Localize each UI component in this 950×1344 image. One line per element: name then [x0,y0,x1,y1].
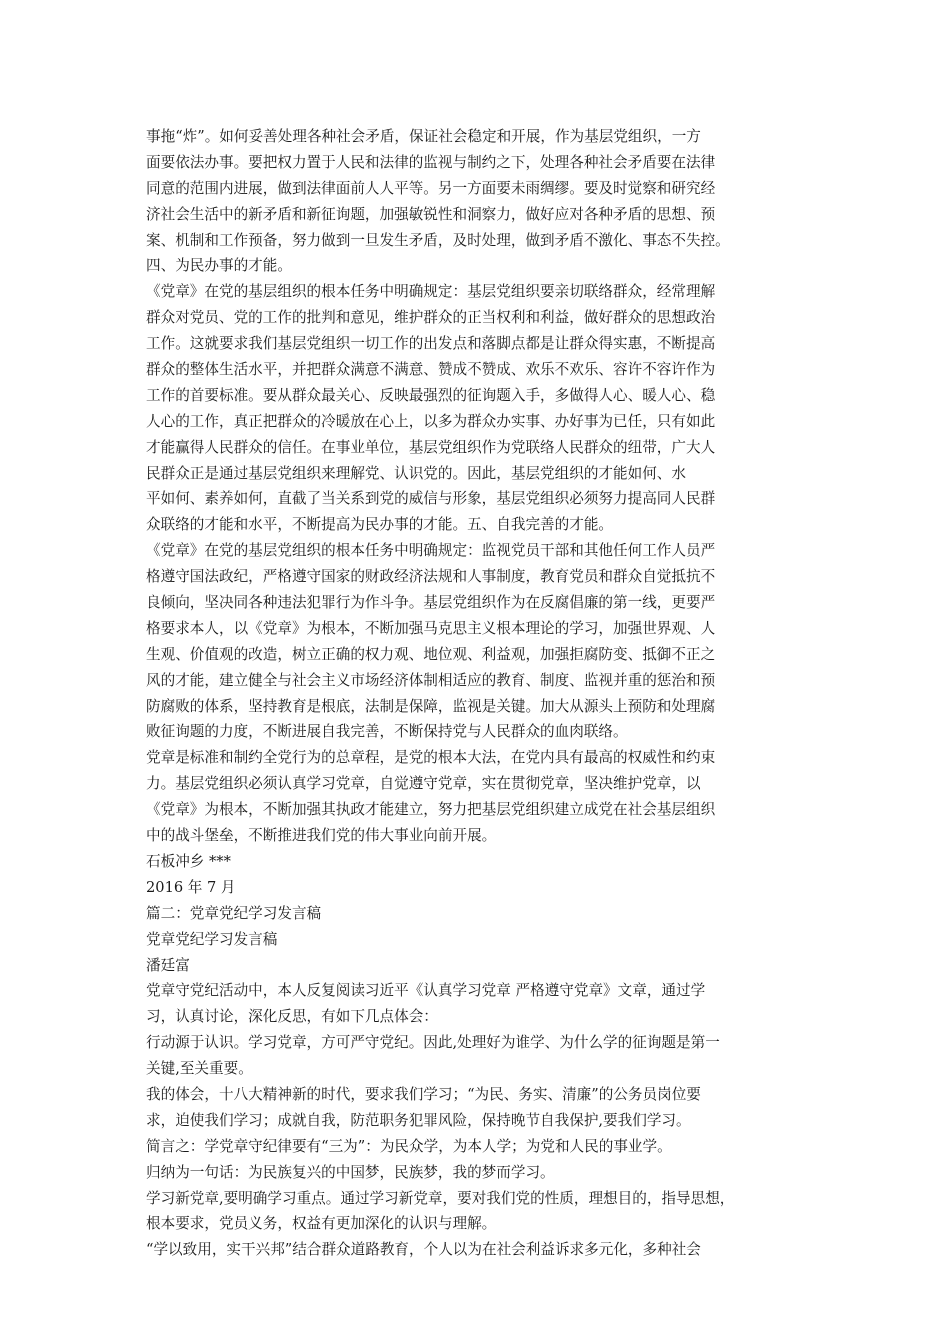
text-line: 格遵守国法政纪，严格遵守国家的财政经济法规和人事制度，教育党员和群众自觉抵抗不 [146,568,716,586]
text-line: 群众的整体生活水平，并把群众满意不满意、赞成不赞成、欢乐不欢乐、容许不容许作为 [146,361,716,379]
text-line: 石板冲乡 *** [146,852,231,870]
text-line: 同意的范围内进展，做到法律面前人人平等。另一方面要未雨绸缪。要及时觉察和研究经 [146,179,716,197]
text-line: 风的才能，建立健全与社会主义市场经济体制相适应的教育、制度、监视并重的惩治和预 [146,671,716,689]
text-line: 败征询题的力度，不断进展自我完善，不断保持党与人民群众的血肉联络。 [146,723,628,741]
text-line: 群众对党员、党的工作的批判和意见，维护群众的正当权利和利益，做好群众的思想政治 [146,309,716,327]
text-line: 济社会生活中的新矛盾和新征询题，加强敏锐性和洞察力，做好应对各种矛盾的思想、预 [146,205,716,223]
text-line: 简言之：学党章守纪律要有“三为”：为民众学，为本人学；为党和人民的事业学。 [146,1137,672,1155]
text-line: 事拖“炸”。如何妥善处理各种社会矛盾，保证社会稳定和开展，作为基层党组织，一方 [146,128,701,145]
text-line: 篇二：党章党纪学习发言稿 [146,904,322,922]
text-line: 众联络的才能和水平，不断提高为民办事的才能。五、自我完善的才能。 [146,516,614,534]
text-line: 党章守党纪活动中，本人反复阅读习近平《认真学习党章 严格遵守党章》文章，通过学 [146,982,706,1000]
text-line: 《党章》在党的基层组织的根本任务中明确规定：基层党组织要亲切联络群众，经常理解 [146,283,716,301]
text-line: “学以致用，实干兴邦”结合群众道路教育，个人以为在社会利益诉求多元化，多种社会 [146,1241,701,1259]
text-line: 习，认真讨论，深化反思，有如下几点体会： [146,1008,438,1026]
text-line: 行动源于认识。学习党章，方可严守党纪。因此,处理好为谁学、为什么学的征询题是第一 [146,1034,720,1052]
text-line: 人心的工作，真正把群众的冷暖放在心上，以多为群众办实事、办好事为已任，只有如此 [146,412,716,430]
text-line: 我的体会，十八大精神新的时代，要求我们学习；“为民、务实、清廉”的公务员岗位要 [146,1085,701,1103]
text-line: 力。基层党组织必须认真学习党章，自觉遵守党章，实在贯彻党章，坚决维护党章，以 [146,775,701,793]
text-line: 生观、价值观的改造，树立正确的权力观、地位观、利益观，加强拒腐防变、抵御不正之 [146,645,716,663]
text-line: 求，迫使我们学习；成就自我，防范职务犯罪风险，保持晚节自我保护,要我们学习。 [146,1111,691,1129]
text-line: 关键,至关重要。 [146,1060,253,1078]
text-line: 工作的首要标准。要从群众最关心、反映最强烈的征询题入手，多做得人心、暖人心、稳 [146,386,716,404]
text-line: 潘廷富 [146,956,190,974]
text-line: 案、机制和工作预备，努力做到一旦发生矛盾，及时处理，做到矛盾不激化、事态不失控。 [146,231,730,249]
document-body [146,124,810,1263]
text-line: 四、为民办事的才能。 [146,257,292,275]
text-line: 良倾向，坚决同各种违法犯罪行为作斗争。基层党组织作为在反腐倡廉的第一线，更要严 [146,594,716,612]
text-line: 党章党纪学习发言稿 [146,930,278,948]
text-line: 平如何、素养如何，直截了当关系到党的威信与形象，基层党组织必须努力提高同人民群 [146,490,716,508]
text-line: 工作。这就要求我们基层党组织一切工作的出发点和落脚点都是让群众得实惠，不断提高 [146,335,716,353]
text-line: 《党章》在党的基层党组织的根本任务中明确规定：监视党员干部和其他任何工作人员严 [146,542,716,560]
text-line: 面要依法办事。要把权力置于人民和法律的监视与制约之下，处理各种社会矛盾要在法律 [146,153,716,171]
text-line: 根本要求，党员义务，权益有更加深化的认识与理解。 [146,1215,497,1233]
text-line: 学习新党章,要明确学习重点。通过学习新党章，要对我们党的性质，理想目的，指导思想， [146,1189,735,1207]
text-line: 格要求本人，以《党章》为根本，不断加强马克思主义根本理论的学习，加强世界观、人 [146,619,716,637]
text-line: 民群众正是通过基层党组织来理解党、认识党的。因此，基层党组织的才能如何、水 [146,464,686,482]
text-line: 归纳为一句话：为民族复兴的中国梦，民族梦，我的梦而学习。 [146,1163,555,1181]
text-line: 中的战斗堡垒，不断推进我们党的伟大事业向前开展。 [146,827,497,845]
text-line: 《党章》为根本，不断加强其执政才能建立，努力把基层党组织建立成党在社会基层组织 [146,801,716,819]
text-line: 2016 年 7 月 [146,878,236,896]
text-line: 防腐败的体系，坚持教育是根底，法制是保障，监视是关键。加大从源头上预防和处理腐 [146,697,716,715]
text-line: 党章是标准和制约全党行为的总章程，是党的根本大法，在党内具有最高的权威性和约束 [146,749,716,767]
text-line: 才能赢得人民群众的信任。在事业单位，基层党组织作为党联络人民群众的纽带，广大人 [146,438,716,456]
